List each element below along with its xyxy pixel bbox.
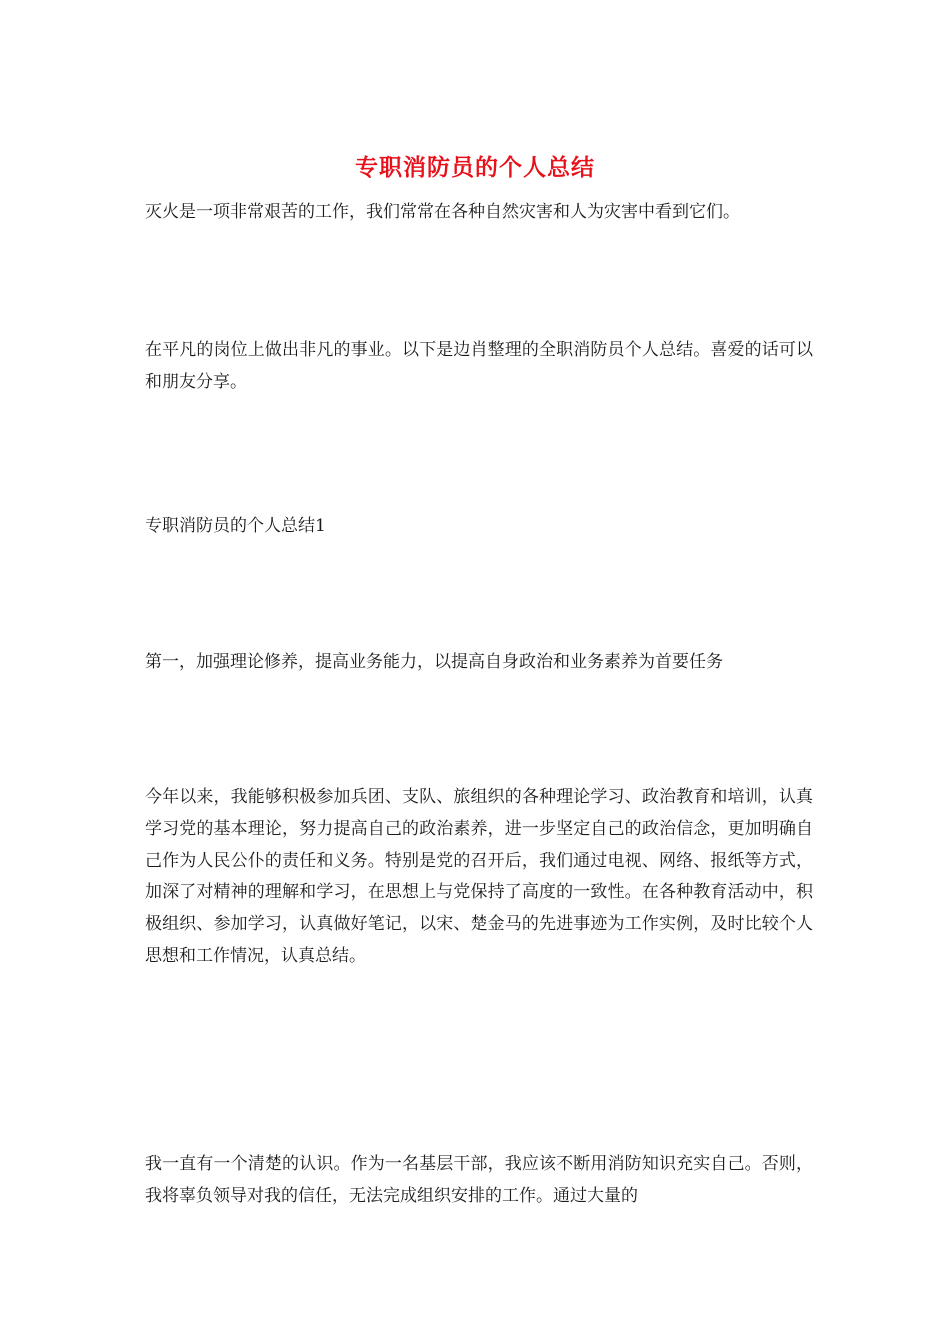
section-heading: 专职消防员的个人总结1	[145, 516, 326, 536]
paragraph-body: 今年以来，我能够积极参加兵团、支队、旅组织的各种理论学习、政治教育和培训，认真学习党的基本理论，努力提高自己的政治素养，进一步坚定自己的政治信念，更加明确自己作为人民公仆的责任和义务。特别是党的召开后，我们通过电视、网络、报纸等方式，加深了对精神的理解和学习，在思想上与党保持了高度的一致性。在各种教育活动中，积极组织、参加学习，认真做好笔记，以宋、楚金马的先进事迹为工作实例，及时比较个人思想和工作情况，认真总结。	[145, 787, 813, 966]
document-title: 专职消防员的个人总结	[355, 154, 595, 181]
paragraph-body-2: 我一直有一个清楚的认识。作为一名基层干部，我应该不断用消防知识充实自己。否则，我将辜负领导对我的信任，无法完成组织安排的工作。通过大量的	[145, 1154, 813, 1206]
paragraph-first-point: 第一，加强理论修养，提高业务能力，以提高自身政治和业务素养为首要任务	[145, 652, 723, 672]
paragraph-intro-2: 在平凡的岗位上做出非凡的事业。以下是边肖整理的全职消防员个人总结。喜爱的话可以和朋友分享。	[145, 340, 813, 392]
paragraph-intro: 灭火是一项非常艰苦的工作，我们常常在各种自然灾害和人为灾害中看到它们。	[145, 202, 740, 222]
